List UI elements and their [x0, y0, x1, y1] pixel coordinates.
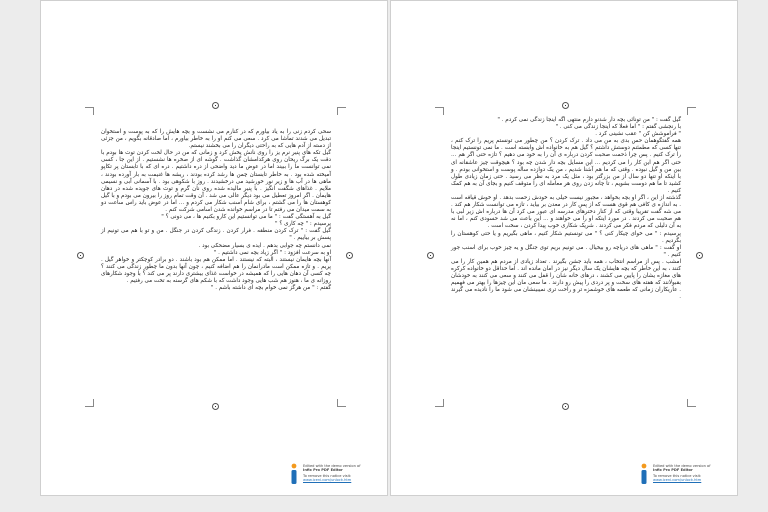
registration-mark — [562, 403, 569, 410]
paragraph: گیل گفت : " ترک کردن منطقه . فرار کردن . زندگی کردن در جنگل . من و تو با هم می تونیم از پسش بر بیاییم . " — [101, 228, 331, 242]
registration-mark — [77, 252, 84, 259]
crop-mark — [338, 406, 346, 407]
crop-mark — [337, 107, 338, 115]
crop-mark — [338, 107, 346, 108]
paragraph: نمی دانستم چه جوابی بدهم . ایده ی بسیار مضحکی بود . — [198, 242, 331, 249]
paragraph: او گفت : " ماهی های دریاچه رو بیخیال . می تونیم بریم توی جنگل و یه چیز خوب برای اسنب جور کنیم . " — [451, 244, 681, 258]
crop-mark — [443, 399, 444, 407]
watermark-line: Infix Pro PDF Editor — [653, 468, 693, 473]
watermark-link[interactable]: www.iceni.com/unlock.htm — [653, 477, 702, 482]
paragraph: گذشته از این ، اگر او بچه بخواهد ، مجبور نیست خیلی به خودش زحمت بدهد . او خوش قیافه است . به اندازه ی کافی هم قوی هست که از پس کار در معدن بر بیاید ، تازه می توانست شکار هم کند . می شه گفت تقریبا وقتی که از کنار دخترهای مدرسه ای عبور می کرد آن ها درباره اش زیر لبی با هم صحبت می کردند . در مورد اینکه او را می خواهند و ... این باعث می شد حسودی کنم ، اما نه به آن دلیلی که مردم فکر می کردند . شریک شکاری خوب پیدا کردن ، سخت است . — [451, 195, 681, 230]
registration-mark — [346, 252, 353, 259]
paragraph: سحی کردم زنی را به یاد بیاورم که در کنارم می نشست و بچه هایش را که به پوست و استخوان تبدیل می شدند تماشا می کرد . سعی می کنم او را به خاطر بیاورم ، اما صادقانه بگویم ، من جزئی از دسته از آدم هایی که به راحتی دیگران را می بخشند نیستم. — [101, 129, 331, 150]
paragraph: گیل به آهستگی گفت : " ما می توانستیم این کارو بکنیم ها ، می دونی ؟ " — [161, 214, 331, 221]
crop-mark — [85, 406, 93, 407]
crop-mark — [435, 107, 443, 108]
crop-mark — [435, 406, 443, 407]
watermark-text — [303, 464, 377, 482]
crop-mark — [443, 107, 444, 115]
paragraph: آنها بچه هایمان نیستند ، البته که نیستند . اما ممکن هم بود باشند . دو برادر کوچکتر و خواهر گیل . پریم . و تازه ممکن است مادرانمان را هم اضافه کنیم ، چون آنها بدون ما چطور زندگی می کنند ؟ چه کسی آن دهان هایی را که همیشه در خواست غذای بیشتری دارند پر می کند ؟ با وجود شکارهای روزانه ی ما ، هنوز هم شب هایی وجود داشت که با شکم های گرسنه به تخت می رفتیم . — [101, 256, 331, 284]
paragraph: گیل گفت : " من تونائی بچه دار شدنو دارم منتهی اگه اینجا زندگی نمی کردم . " — [497, 117, 681, 123]
watermark-line: Edited with the demo version of — [653, 464, 711, 468]
crop-mark — [687, 107, 688, 115]
crop-mark — [93, 399, 94, 407]
paragraph: " فراموشش کن " عقب نشینی کرد . — [595, 131, 681, 138]
registration-mark — [212, 403, 219, 410]
watermark[interactable] — [287, 461, 377, 487]
watermark-line: To remove this notice visit: — [653, 473, 702, 478]
paragraph: گفتم : " من هرگز نمی خوام بچه ای داشته باشم . " — [210, 285, 331, 292]
left-page — [40, 0, 388, 496]
registration-mark — [212, 102, 219, 109]
crop-mark — [93, 107, 94, 115]
registration-mark — [696, 252, 703, 259]
watermark-line: To remove this notice visit: — [303, 473, 352, 478]
watermark-line: Infix Pro PDF Editor — [303, 468, 343, 473]
registration-mark — [562, 102, 569, 109]
right-page-body — [451, 117, 681, 397]
paragraph: امشب . پس از مراسم انتخاب ، همه باید جشن بگیرند . تعداد زیادی از مردم هم همین کار را می کنند ، به این خاطر که بچه هایشان یک سال دیگر نیز در امان مانده اند . اما حداقل دو خانواده کرکره های مغازه یشان را پایین می کشند ، درهای خانه شان را قفل می کنند و سعی می کنند به خودشان بقبولانند که هفته های سخت و پر دردی را پیش رو دارند . ما سعی مان این چیزها را بهتر می فهمیم . عاریکاران زمانی که طعمه های خوشمزه تر و راحت تری نمیبینشان می شود ما را نادیده می گیرند . — [451, 258, 681, 301]
paragraph: گیل تکه های پنیر نرم یز را روی نانش پخش کرد و زمانی که من در حال لخت کردن توت ها بودم با دقت یک برگ ریحان روی هرکدامشان گذاشت . گوشه ای از صخره ها نشستیم . از این جا ، کسی نمی توانست ما را ببیند اما در عوض ما دید واضحی از دره داشتیم . دره ای که با تابستان پر تکاپو آمیخته شده بود . به خاطر تابستان چمن ها رشد کرده بودند ، ریشه ها غنیمت به بار آورده بودند ، ماهی ها در آب ها و زیر نور خورشید می درخشیدند . روز با شکوهی بود . با آسمانی آبی و نسیمی ملایم . غذاهای شگفت انگیز . با پنیر مالیده شده روی نان گرم و توت های جویده شده در دهان هایمان . اگر امروز تعطیل می بود دیگر عالی می شد . آن وقت تمام روز را بیرون می بودم و با گیل کوهستان ها را می گشتم ، برای شام اسنب شکار می کردم و ... اما در عوض باید راس ساعت دو به سمت میدان می رفتم تا در مراسم خوانده شدن اسامی شرکت کنم . — [101, 150, 331, 214]
infix-pdf-editor-logo-icon — [637, 463, 651, 485]
crop-mark — [688, 406, 696, 407]
crop-mark — [85, 107, 93, 108]
crop-mark — [688, 107, 696, 108]
infix-pdf-editor-logo-icon — [287, 463, 301, 485]
paragraph: همه گفتگوهمان حس بدی به من می داد . ترک کردن ؟ من چطور می تونستم پریم را ترک کنم ، تنها کسی که مطمئنم دوستش داشتم ؟ گیل هم به خانواده اش وابسته است . ما نمی تونستیم اینجا را ترک کنیم . پس چرا ذحمت صحبت کردن درباره ی آن را به خود می دهیم ؟ تازه حتی اگر هم ... حتی اگر هم این کار را می کردیم ... این مسایل بچه دار شدن چه بود ؟ هیچوقت چیز عاشقانه ای بین من و گیل نبوده . وقتی که ما هم آشنا شدیم ، من یک دوازده ساله پوست و استخوانی بودم . و با اینکه او تنها دو سال از من بزرگتر بود ، مثل یک مرد به نظر می رسید . حتی زمان زیادی طول کشید تا ما هم دوست بشویم ، تا چانه زدن روی هر معامله ای را متوقف کنیم و بجای آن به هم کمک کنیم . — [451, 138, 681, 194]
paragraph: پرسیدم : " می خوای چیکار کنی ؟ " می تونستیم شکار کنیم ، ماهی بگیریم و یا حتی کوهستان را بگردیم . — [451, 230, 681, 244]
registration-mark — [427, 252, 434, 259]
watermark-link[interactable]: www.iceni.com/unlock.htm — [303, 477, 352, 482]
left-page-body — [101, 129, 331, 393]
watermark-text — [653, 464, 727, 482]
right-page — [390, 0, 738, 496]
watermark-line: Edited with the demo version of — [303, 464, 361, 468]
paragraph: با رنجشی گفتم : " اما فعلا که اینجا زندگی می کنی . " — [555, 124, 681, 131]
paragraph: پرسیدم : " چه کاری ؟ " — [275, 221, 331, 228]
watermark[interactable] — [637, 461, 727, 487]
paragraph: او به سرعت افزود : " اگر زیاد بچه نمی داشتیم . " — [213, 249, 331, 256]
